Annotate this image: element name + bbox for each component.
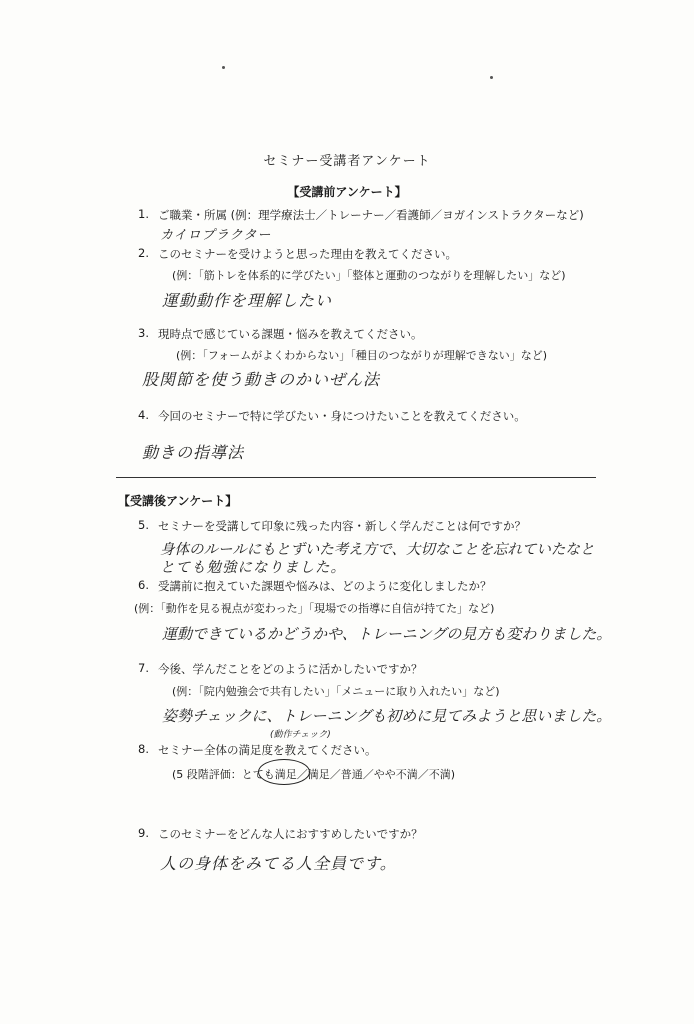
answer-3: 股関節を使う動きのかいぜん法 <box>142 370 381 389</box>
question-6-example: (例：「動作を見る視点が変わった」「現場での指導に自信が持てた」など) <box>134 602 495 615</box>
answer-4: 動きの指導法 <box>142 443 245 462</box>
scan-speck <box>490 76 493 79</box>
answer-7-note: (動作チェック) <box>270 730 331 740</box>
question-3-example: (例：「フォームがよくわからない」「種目のつながりが理解できない」など) <box>176 349 548 362</box>
question-1-text: ご職業・所属 (例：理学療法士／トレーナー／看護師／ヨガインストラクターなど) <box>158 208 584 222</box>
question-6-number: 6. <box>138 578 149 592</box>
question-7-number: 7. <box>138 661 149 675</box>
question-9-text: このセミナーをどんな人におすすめしたいですか？ <box>158 827 423 841</box>
question-9-number: 9. <box>138 826 149 840</box>
answer-2: 運動動作を理解したい <box>162 291 333 310</box>
scan-speck <box>222 66 225 69</box>
question-4-number: 4. <box>138 408 149 422</box>
question-3-number: 3. <box>138 326 149 340</box>
question-5-text: セミナーを受講して印象に残った内容・新しく学んだことは何ですか？ <box>158 519 526 533</box>
question-4-text: 今回のセミナーで特に学びたい・身につけたいことを教えてください。 <box>158 409 526 423</box>
question-3-text: 現時点で感じている課題・悩みを教えてください。 <box>158 327 423 341</box>
answer-7: 姿勢チェックに、トレーニングも初めに見てみようと思いました。 <box>162 707 612 725</box>
question-5-number: 5. <box>138 518 149 532</box>
answer-5-line-1: 身体のルールにもとずいた考え方で、大切なことを忘れていたなと <box>160 542 595 558</box>
question-7-example: (例：「院内勉強会で共有したい」「メニューに取り入れたい」など) <box>172 685 500 698</box>
answer-6: 運動できているかどうかや、トレーニングの見方も変わりました。 <box>162 625 612 643</box>
question-2-number: 2. <box>138 246 149 260</box>
pre-section-heading: 【受講前アンケート】 <box>287 185 407 199</box>
section-divider <box>116 477 596 478</box>
answer-9: 人の身体をみてる人全員です。 <box>160 854 397 873</box>
answer-1: カイロプラクター <box>160 228 272 243</box>
post-section-heading: 【受講後アンケート】 <box>118 494 238 508</box>
selected-rating-circle <box>258 759 310 785</box>
question-6-text: 受講前に抱えていた課題や悩みは、どのように変化しましたか？ <box>158 579 492 593</box>
question-1-number: 1. <box>138 207 149 221</box>
question-8-text: セミナー全体の満足度を教えてください。 <box>158 743 377 757</box>
question-2-text: このセミナーを受けようと思った理由を教えてください。 <box>158 247 457 261</box>
question-2-example: (例：「筋トレを体系的に学びたい」「整体と運動のつながりを理解したい」など) <box>172 269 566 282</box>
question-7-text: 今後、学んだことをどのように活かしたいですか？ <box>158 662 423 676</box>
question-8-number: 8. <box>138 742 149 756</box>
question-8-rating-options: (5 段階評価：とても満足／満足／普通／やや不満／不満) <box>172 768 456 781</box>
page-title: セミナー受講者アンケート <box>263 154 431 169</box>
answer-5-line-2: とても勉強になりました。 <box>160 560 346 576</box>
